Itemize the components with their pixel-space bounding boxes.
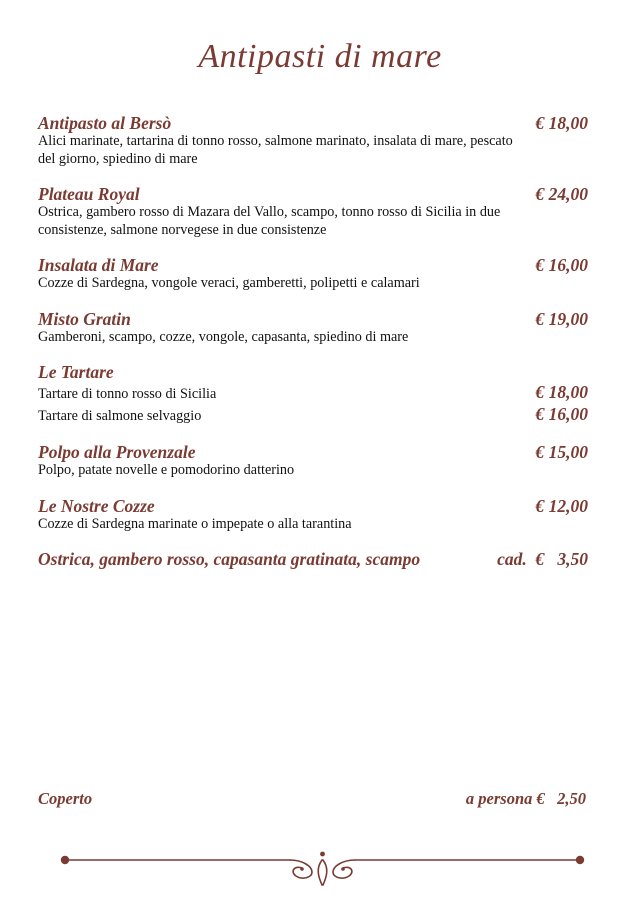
menu-item-name: Plateau Royal	[38, 184, 140, 204]
menu-item-header	[38, 496, 588, 516]
menu-item-name: Misto Gratin	[38, 308, 131, 329]
menu-item-name: Le Nostre Cozze	[38, 495, 155, 516]
menu-item-special	[38, 549, 588, 570]
menu-item-price: € 18,00	[535, 113, 588, 133]
flourish-dot-top	[320, 852, 325, 857]
menu-item-plateau-royal	[38, 184, 588, 239]
menu-item-description: Polpo, patate novelle e pomodorino datterino	[38, 462, 295, 478]
menu-item-price: € 15,00	[535, 442, 588, 462]
cover-charge-price: a persona € 2,50	[465, 789, 586, 808]
divider-end-dot-right	[576, 856, 584, 864]
divider-end-dot-left	[61, 856, 69, 864]
cover-charge-label: Coperto	[38, 789, 93, 808]
decorative-divider	[50, 838, 595, 888]
menu-sub-item-label: Tartare di salmone selvaggio	[38, 408, 202, 424]
menu-item-antipasto-berso	[38, 113, 588, 168]
menu-item-insalata-di-mare	[38, 255, 588, 293]
menu-sub-item-price: € 18,00	[535, 382, 588, 402]
menu-item-header	[38, 309, 588, 329]
menu-item-price: € 19,00	[535, 308, 588, 329]
menu-sub-item-label: Tartare di tonno rosso di Sicilia	[38, 386, 217, 402]
menu-item-header	[38, 184, 588, 204]
menu-item-polpo-provenzale	[38, 442, 588, 480]
cover-charge	[38, 789, 586, 809]
flourish-center-right	[323, 860, 327, 885]
menu-item-description: Cozze di Sardegna marinate o impepate o alla tarantina	[38, 515, 352, 532]
menu-sub-item	[38, 404, 588, 426]
menu-item-name: Polpo alla Provenzale	[38, 442, 196, 462]
flourish-dot-right	[341, 867, 345, 871]
menu-item-name: Antipasto al Bersò	[38, 113, 172, 133]
menu-item-header	[38, 362, 588, 382]
menu-sub-item	[38, 382, 588, 404]
menu-item-name: Le Tartare	[38, 362, 114, 382]
special-item-name: Ostrica, gambero rosso, capasanta gratinata, scampo	[38, 549, 421, 569]
menu-item-price: € 24,00	[535, 184, 588, 204]
menu-item-header	[38, 113, 588, 133]
flourish-center-left	[318, 860, 322, 885]
menu-sub-item-price: € 16,00	[535, 404, 588, 424]
flourish-dot-left	[300, 867, 304, 871]
menu-item-description: Alici marinate, tartarina di tonno rosso, salmone marinato, insalata di mare, pescato del giorno, spiedino di mare	[38, 133, 513, 167]
menu-item-description: Ostrica, gambero rosso di Mazara del Vallo, scampo, tonno rosso di Sicilia in due consistenze, salmone norvegese in due consistenze	[38, 204, 501, 238]
menu-item-description: Cozze di Sardegna, vongole veraci, gamberetti, polipetti e calamari	[38, 275, 420, 291]
menu-item-le-tartare	[38, 362, 588, 426]
menu-item-name: Insalata di Mare	[38, 255, 159, 275]
menu-item-price: € 12,00	[535, 495, 588, 516]
menu-item-description: Gamberoni, scampo, cozze, vongole, capasanta, spiedino di mare	[38, 328, 409, 345]
menu-item-price: € 16,00	[535, 255, 588, 275]
menu-item-header	[38, 442, 588, 462]
menu-list	[38, 113, 588, 570]
menu-item-header	[38, 255, 588, 275]
menu-item-nostre-cozze	[38, 496, 588, 534]
special-item-price: cad. € 3,50	[497, 549, 588, 569]
page-title: Antipasti di mare	[198, 38, 442, 75]
menu-item-misto-gratin	[38, 309, 588, 347]
